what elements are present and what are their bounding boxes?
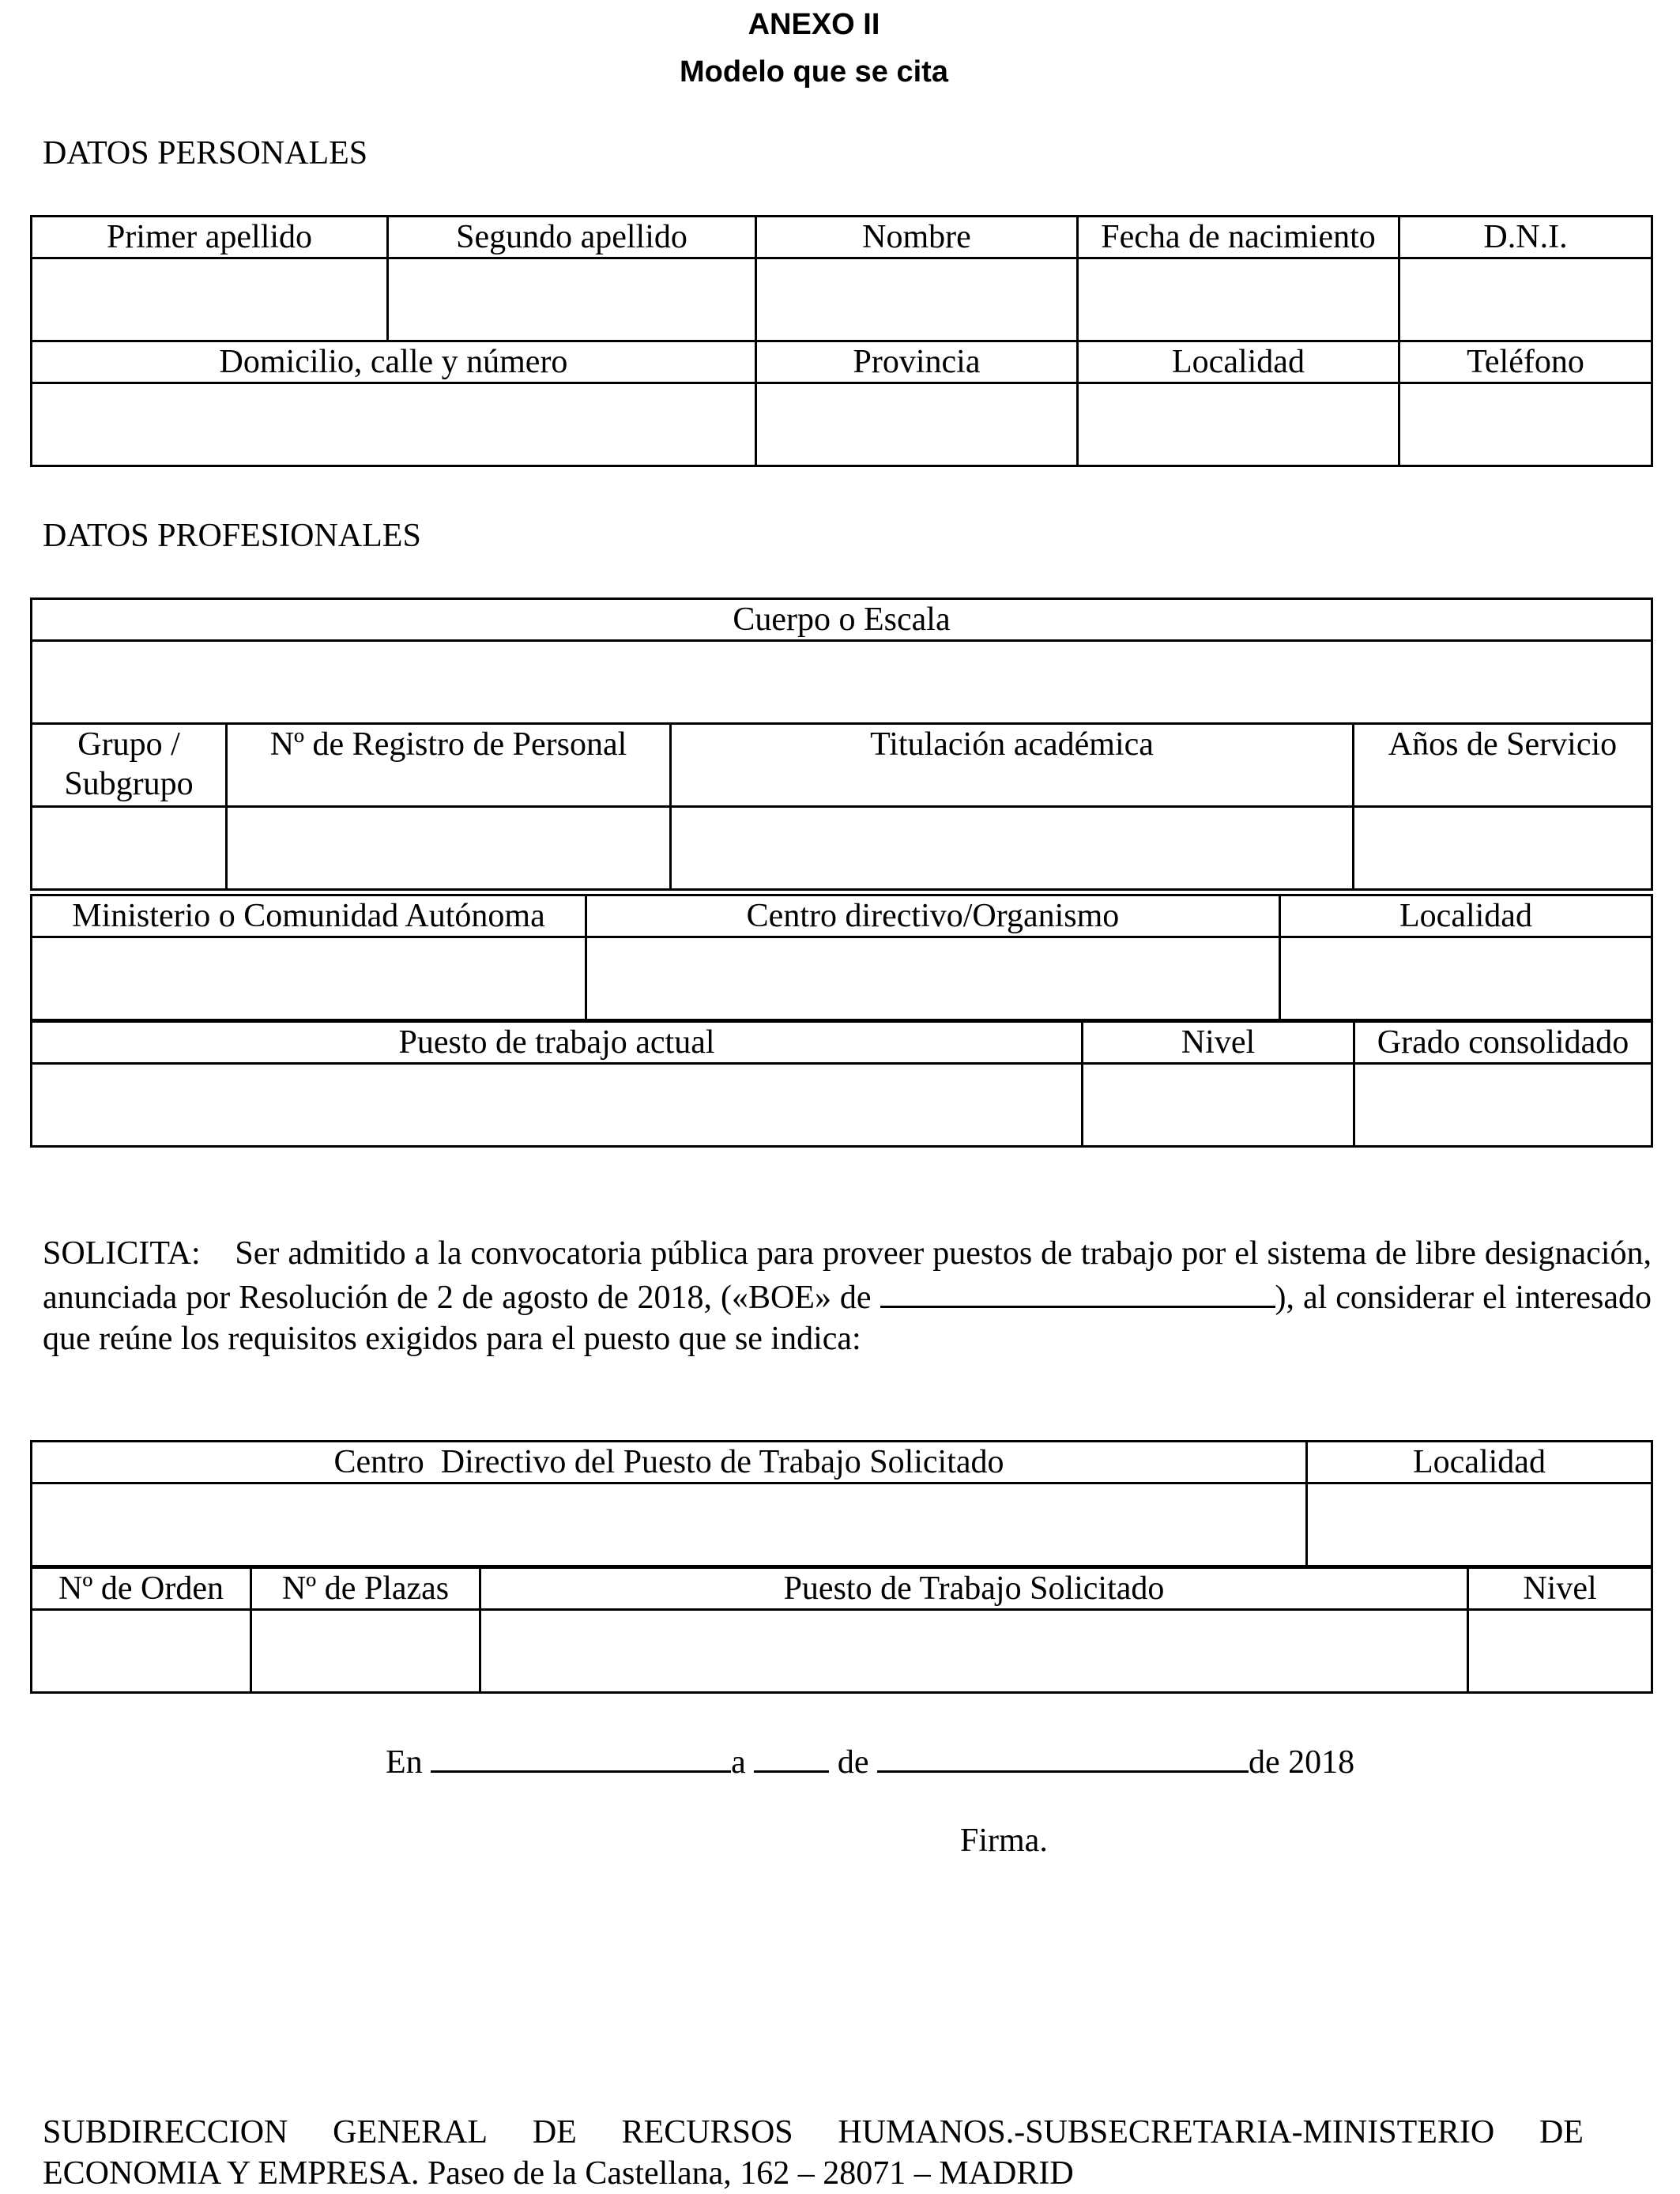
field-puesto-actual[interactable]	[32, 1064, 1083, 1147]
label-numero-plazas: Nº de Plazas	[251, 1568, 480, 1610]
section-datos-personales: DATOS PERSONALES	[43, 135, 368, 172]
field-ministerio[interactable]	[32, 937, 586, 1020]
footer-address	[43, 2112, 1584, 2194]
personal-data-table	[30, 215, 1653, 467]
label-segundo-apellido: Segundo apellido	[388, 217, 756, 258]
annex-title: ANEXO II	[748, 8, 880, 41]
label-centro-directivo: Centro directivo/Organismo	[586, 895, 1280, 937]
boe-date-blank[interactable]	[880, 1274, 1275, 1308]
label-localidad-solicitado: Localidad	[1307, 1442, 1652, 1483]
firma-label: Firma.	[960, 1823, 1048, 1859]
label-nivel-solicitado: Nivel	[1468, 1568, 1652, 1610]
footer-word: GENERAL	[333, 2114, 488, 2151]
field-grupo-subgrupo[interactable]	[32, 807, 227, 890]
footer-line-1	[43, 2112, 1584, 2153]
professional-data-table-a	[30, 598, 1653, 891]
field-registro-personal[interactable]	[227, 807, 671, 890]
solicita-label: SOLICITA:	[43, 1235, 201, 1272]
label-telefono: Teléfono	[1399, 341, 1652, 383]
label-domicilio: Domicilio, calle y número	[32, 341, 756, 383]
requested-post-table-a	[30, 1440, 1653, 1567]
label-dni: D.N.I.	[1399, 217, 1652, 258]
label-fecha-nacimiento: Fecha de nacimiento	[1078, 217, 1399, 258]
section-datos-profesionales: DATOS PROFESIONALES	[43, 518, 421, 554]
place-blank[interactable]	[431, 1739, 731, 1773]
field-nivel-solicitado[interactable]	[1468, 1610, 1652, 1693]
label-grupo-subgrupo: Grupo / Subgrupo	[32, 724, 227, 807]
date-year-label: de 2018	[1248, 1744, 1355, 1781]
date-line	[386, 1739, 1354, 1781]
footer-word: DE	[532, 2114, 577, 2151]
footer-word: SUBDIRECCION	[43, 2114, 288, 2151]
footer-word: HUMANOS.-SUBSECRETARIA-MINISTERIO	[838, 2114, 1495, 2151]
field-localidad[interactable]	[1078, 383, 1399, 466]
field-dni[interactable]	[1399, 258, 1652, 341]
field-localidad-solicitado[interactable]	[1307, 1483, 1652, 1566]
footer-line-2: ECONOMIA Y EMPRESA. Paseo de la Castellana, 162 – 28071 – MADRID	[43, 2155, 1074, 2192]
field-nivel[interactable]	[1083, 1064, 1354, 1147]
professional-data-table-c	[30, 1020, 1653, 1148]
field-domicilio[interactable]	[32, 383, 756, 466]
label-puesto-solicitado: Puesto de Trabajo Solicitado	[480, 1568, 1468, 1610]
solicita-text-2: ), al considerar el interesado que reúne los requisitos exigidos para el puesto que se indica:	[43, 1280, 1652, 1357]
label-localidad-prof: Localidad	[1280, 895, 1652, 937]
field-fecha-nacimiento[interactable]	[1078, 258, 1399, 341]
footer-word: RECURSOS	[621, 2114, 793, 2151]
label-nivel: Nivel	[1083, 1022, 1354, 1064]
requested-post-table-b	[30, 1566, 1653, 1694]
label-cuerpo-escala: Cuerpo o Escala	[32, 599, 1652, 641]
label-registro-personal: Nº de Registro de Personal	[227, 724, 671, 807]
month-blank[interactable]	[877, 1739, 1249, 1773]
label-puesto-actual: Puesto de trabajo actual	[32, 1022, 1083, 1064]
label-grado-consolidado: Grado consolidado	[1354, 1022, 1652, 1064]
solicita-text-1: Ser admitido a la convocatoria pública para proveer puestos de trabajo por el sistema de libre designación, anunciada por Resolución de 2 de agosto de 2018, («BOE» de	[43, 1235, 1652, 1316]
field-nombre[interactable]	[756, 258, 1078, 341]
field-numero-plazas[interactable]	[251, 1610, 480, 1693]
field-numero-orden[interactable]	[32, 1610, 251, 1693]
field-anos-servicio[interactable]	[1354, 807, 1652, 890]
label-primer-apellido: Primer apellido	[32, 217, 388, 258]
solicita-paragraph	[43, 1233, 1652, 1359]
footer-word: DE	[1539, 2114, 1584, 2151]
date-de-label: de	[837, 1744, 869, 1781]
label-provincia: Provincia	[756, 341, 1078, 383]
day-blank[interactable]	[754, 1739, 829, 1773]
field-titulacion[interactable]	[671, 807, 1354, 890]
label-anos-servicio: Años de Servicio	[1354, 724, 1652, 807]
date-a-label: a	[731, 1744, 746, 1781]
annex-subtitle: Modelo que se cita	[680, 55, 948, 89]
label-ministerio: Ministerio o Comunidad Autónoma	[32, 895, 586, 937]
field-segundo-apellido[interactable]	[388, 258, 756, 341]
label-localidad: Localidad	[1078, 341, 1399, 383]
label-titulacion: Titulación académica	[671, 724, 1354, 807]
field-centro-directivo[interactable]	[586, 937, 1280, 1020]
label-nombre: Nombre	[756, 217, 1078, 258]
field-localidad-prof[interactable]	[1280, 937, 1652, 1020]
date-en-label: En	[386, 1744, 423, 1781]
field-telefono[interactable]	[1399, 383, 1652, 466]
field-primer-apellido[interactable]	[32, 258, 388, 341]
label-centro-directivo-solicitado: Centro Directivo del Puesto de Trabajo Solicitado	[32, 1442, 1307, 1483]
professional-data-table-b	[30, 894, 1653, 1021]
field-grado-consolidado[interactable]	[1354, 1064, 1652, 1147]
field-puesto-solicitado[interactable]	[480, 1610, 1468, 1693]
field-centro-directivo-solicitado[interactable]	[32, 1483, 1307, 1566]
label-numero-orden: Nº de Orden	[32, 1568, 251, 1610]
field-cuerpo-escala[interactable]	[32, 641, 1652, 724]
field-provincia[interactable]	[756, 383, 1078, 466]
